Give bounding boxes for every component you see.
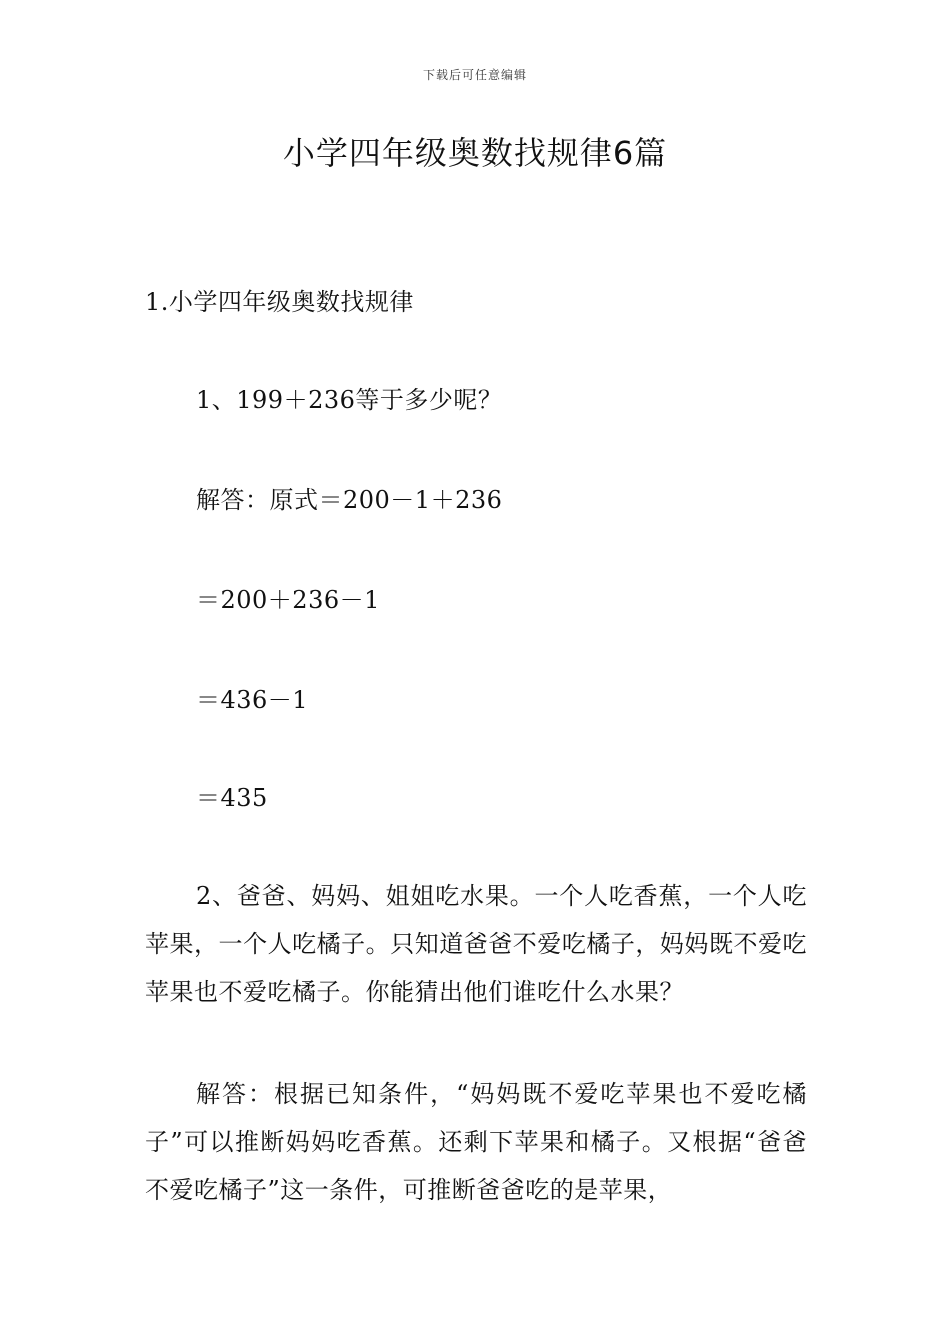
answer-1-line-4: ＝435: [196, 784, 268, 812]
answer-2: 解答：根据已知条件，“妈妈既不爱吃苹果也不爱吃橘子”可以推断妈妈吃香蕉。还剩下苹果和橘子。又根据“爸爸不爱吃橘子”这一条件，可推断爸爸吃的是苹果，: [145, 1080, 807, 1204]
document-title: 小学四年级奥数找规律6篇: [282, 134, 668, 172]
question-1: 1、199＋236等于多少呢？: [196, 386, 503, 414]
question-2: 2、爸爸、妈妈、姐姐吃水果。一个人吃香蕉，一个人吃苹果，一个人吃橘子。只知道爸爸不爱吃橘子，妈妈既不爱吃苹果也不爱吃橘子。你能猜出他们谁吃什么水果？: [145, 882, 807, 1006]
answer-1-line-1: 解答：原式＝200－1＋236: [196, 486, 503, 514]
section-heading: 1.小学四年级奥数找规律: [145, 288, 414, 316]
answer-1-line-3: ＝436－1: [196, 686, 309, 714]
answer-1-line-2: ＝200＋236－1: [196, 586, 380, 614]
header-note: 下载后可任意编辑: [422, 68, 527, 82]
